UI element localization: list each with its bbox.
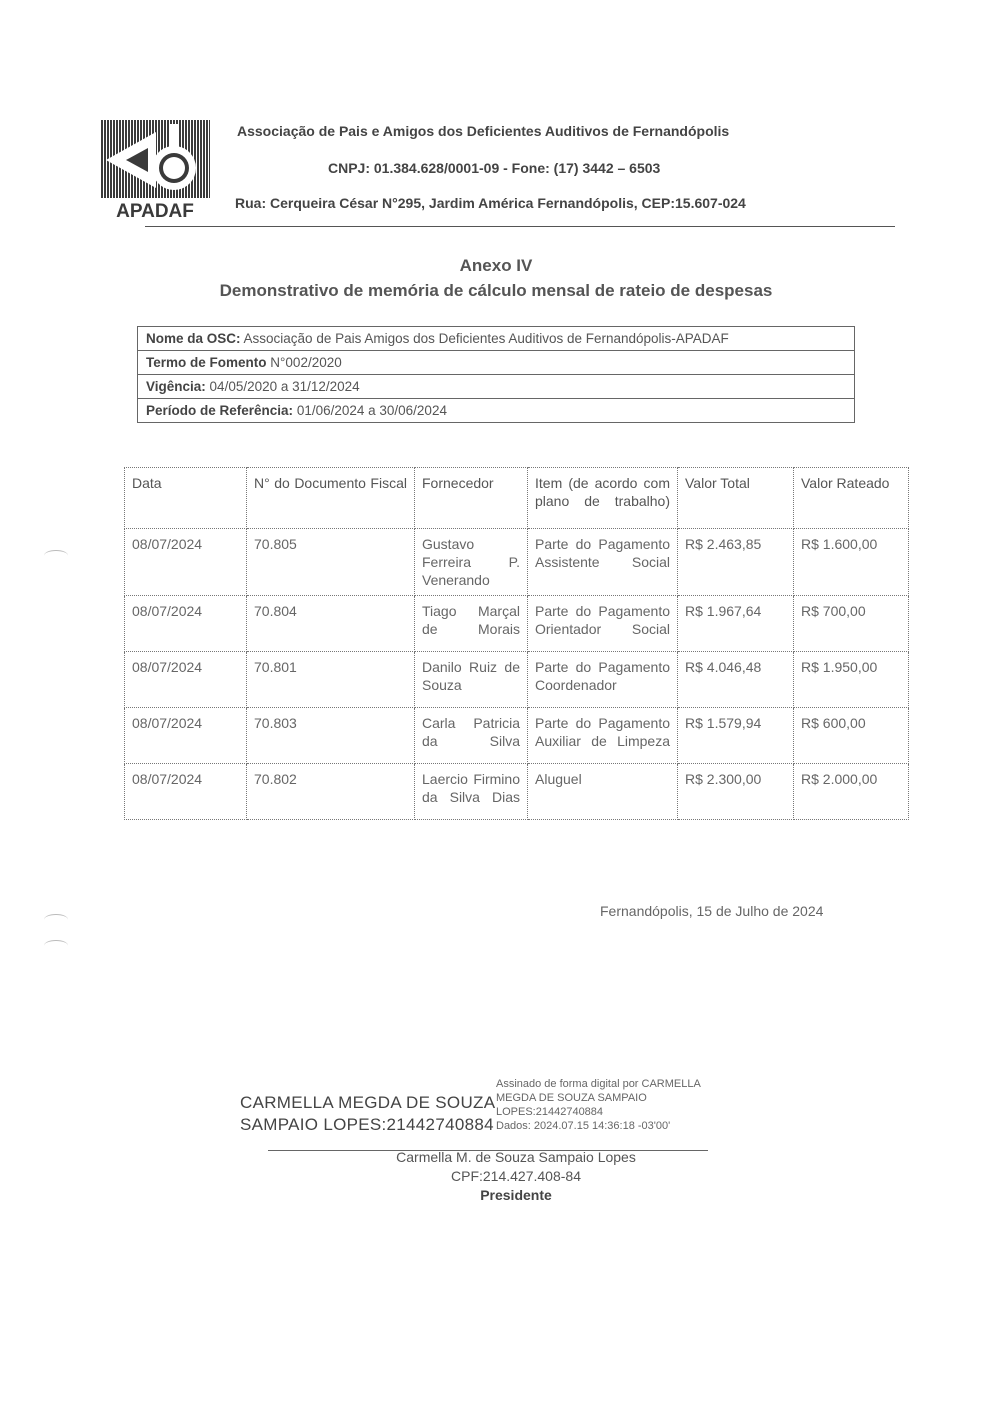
- signature-name: [240, 1092, 495, 1136]
- info-vigencia-value: 04/05/2020 a 31/12/2024: [209, 379, 360, 394]
- cell-item: Aluguel: [528, 764, 678, 820]
- cell-total: R$ 1.579,94: [678, 708, 794, 764]
- col-valor-total: Valor Total: [678, 468, 794, 529]
- org-address: Rua: Cerqueira César N°295, Jardim América Fernandópolis, CEP:15.607-024: [235, 195, 746, 211]
- cell-fornecedor: Gustavo Ferreira P. Venerando: [415, 529, 528, 596]
- cell-doc: 70.802: [247, 764, 415, 820]
- info-osc-label: Nome da OSC:: [146, 331, 241, 346]
- cell-doc: 70.803: [247, 708, 415, 764]
- cell-total: R$ 4.046,48: [678, 652, 794, 708]
- cell-data: 08/07/2024: [125, 596, 247, 652]
- info-periodo: [138, 398, 854, 422]
- scan-mark: [44, 550, 68, 561]
- info-termo-value: N°002/2020: [270, 355, 342, 370]
- table-row: [125, 764, 909, 820]
- header-divider: [145, 226, 895, 227]
- signature-name-line2: SAMPAIO LOPES:21442740884: [240, 1115, 494, 1134]
- cell-item: Parte do Pagamento Orientador Social: [528, 596, 678, 652]
- table-row: [125, 708, 909, 764]
- cell-fornecedor: Laercio Firmino da Silva Dias: [415, 764, 528, 820]
- info-vigencia: [138, 374, 854, 398]
- info-osc-value: Associação de Pais Amigos dos Deficientes Auditivos de Fernandópolis-APADAF: [243, 331, 729, 346]
- table-row: [125, 652, 909, 708]
- logo-wordmark: APADAF: [116, 201, 194, 220]
- signature-meta-line4: Dados: 2024.07.15 14:36:18 -03'00': [496, 1120, 671, 1132]
- org-contact: CNPJ: 01.384.628/0001-09 - Fone: (17) 3442 – 6503: [328, 160, 661, 176]
- cell-total: R$ 2.300,00: [678, 764, 794, 820]
- cell-rateado: R$ 700,00: [794, 596, 909, 652]
- place-date: Fernandópolis, 15 de Julho de 2024: [600, 903, 824, 919]
- signature-meta-line2: MEGDA DE SOUZA SAMPAIO: [496, 1092, 647, 1104]
- col-valor-rateado: Valor Rateado: [794, 468, 909, 529]
- signature-meta-line3: LOPES:21442740884: [496, 1106, 604, 1118]
- apadaf-logo: [98, 120, 213, 220]
- info-periodo-value: 01/06/2024 a 30/06/2024: [296, 403, 447, 418]
- signature-meta-line1: Assinado de forma digital por CARMELLA: [496, 1078, 701, 1090]
- cell-item: Parte do Pagamento Assistente Social: [528, 529, 678, 596]
- cell-data: 08/07/2024: [125, 764, 247, 820]
- signature-meta: [496, 1077, 701, 1133]
- signature-name-line1: CARMELLA MEGDA DE SOUZA: [240, 1093, 496, 1112]
- cell-rateado: R$ 1.600,00: [794, 529, 909, 596]
- scan-mark: [44, 940, 68, 951]
- signer-name: Carmella M. de Souza Sampaio Lopes: [396, 1149, 636, 1165]
- info-vigencia-label: Vigência:: [146, 379, 206, 394]
- cell-doc: 70.804: [247, 596, 415, 652]
- cell-rateado: R$ 600,00: [794, 708, 909, 764]
- col-item: Item (de acordo com plano de trabalho): [528, 468, 678, 529]
- info-termo: [138, 350, 854, 374]
- table-row: [125, 596, 909, 652]
- expense-table: [124, 467, 909, 820]
- page-subtitle: Demonstrativo de memória de cálculo mensal de rateio de despesas: [219, 281, 773, 300]
- cell-item: Parte do Pagamento Auxiliar de Limpeza: [528, 708, 678, 764]
- cell-fornecedor: Carla Patricia da Silva: [415, 708, 528, 764]
- page-title: Anexo IV: [459, 256, 533, 275]
- cell-data: 08/07/2024: [125, 652, 247, 708]
- cell-doc: 70.801: [247, 652, 415, 708]
- col-data: Data: [125, 468, 247, 529]
- signer-cpf: CPF:214.427.408-84: [451, 1168, 581, 1184]
- cell-doc: 70.805: [247, 529, 415, 596]
- signer-role: Presidente: [480, 1187, 552, 1203]
- cell-rateado: R$ 1.950,00: [794, 652, 909, 708]
- cell-data: 08/07/2024: [125, 529, 247, 596]
- table-header-row: [125, 468, 909, 529]
- cell-rateado: R$ 2.000,00: [794, 764, 909, 820]
- cell-fornecedor: Danilo Ruiz de Souza: [415, 652, 528, 708]
- info-osc: [138, 327, 854, 350]
- col-documento: N° do Documento Fiscal: [247, 468, 415, 529]
- table-row: [125, 529, 909, 596]
- scan-mark: [44, 914, 68, 925]
- cell-fornecedor: Tiago Marçal de Morais: [415, 596, 528, 652]
- cell-total: R$ 2.463,85: [678, 529, 794, 596]
- apadaf-logo-icon: [98, 120, 213, 220]
- cell-total: R$ 1.967,64: [678, 596, 794, 652]
- cell-item: Parte do Pagamento Coordenador: [528, 652, 678, 708]
- info-periodo-label: Período de Referência:: [146, 403, 294, 418]
- org-name: Associação de Pais e Amigos dos Deficientes Auditivos de Fernandópolis: [237, 123, 730, 139]
- info-box: [137, 326, 855, 423]
- info-termo-label: Termo de Fomento: [146, 355, 267, 370]
- col-fornecedor: Fornecedor: [415, 468, 528, 529]
- cell-data: 08/07/2024: [125, 708, 247, 764]
